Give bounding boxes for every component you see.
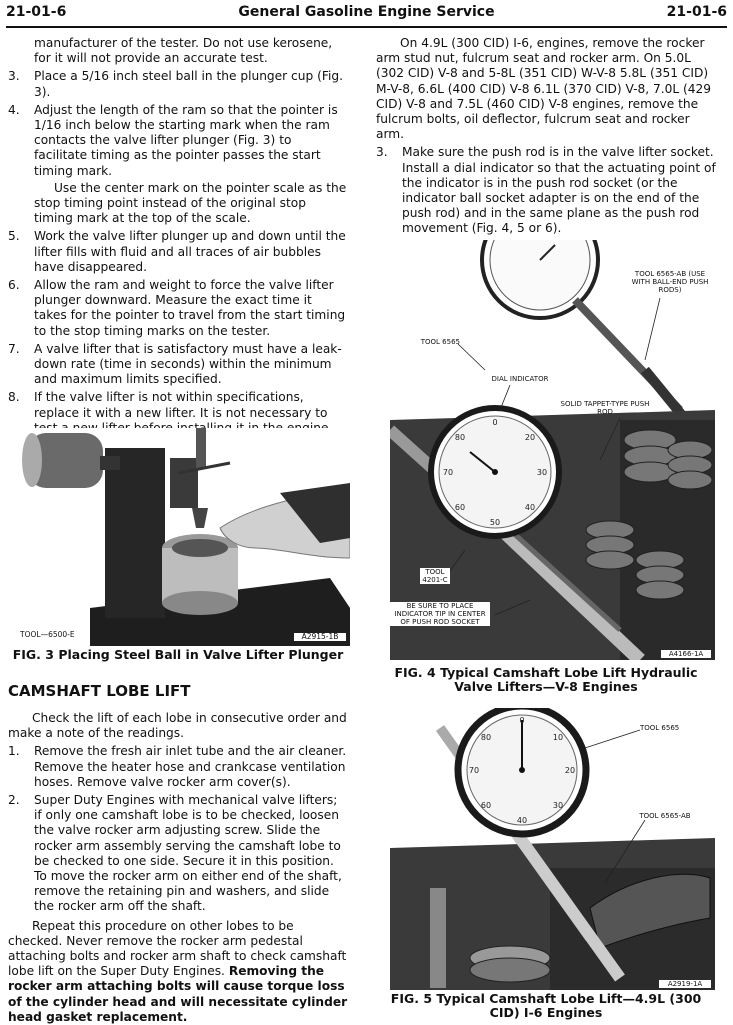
fig4-label-tool-6565: TOOL 6565 [420, 338, 460, 346]
list-number: 2. [8, 793, 20, 808]
fig5-label-tool-6565ab: TOOL 6565-AB [639, 812, 691, 820]
fig4-label-solid-tappet: SOLID TAPPET-TYPE PUSH ROD [560, 400, 650, 416]
fig5-code: A2919-1A [659, 980, 711, 988]
dial-indicator-i6-illustration [390, 708, 715, 990]
fig4-label-tool-4201c: TOOL 4201-C [420, 568, 450, 584]
list-number: 5. [8, 229, 20, 244]
fig4-label-dial-indicator: DIAL INDICATOR [491, 375, 549, 383]
svg-text:10: 10 [552, 733, 564, 742]
list-text: Super Duty Engines with mechanical valve lifters; if only one camshaft lobe is to be checked, loosen the valve rocker arm adjusting screw. Slide the rocker arm assembly serving the camshaft lobe to be checked to one side. Secure it in this position. To move the rocker arm on either end of the shaft, remove the retaining pin and washers, and slide the rocker arm off the shaft. [34, 793, 342, 914]
fig3-code: A2915-1B [294, 633, 346, 641]
fig4-code: A4166-1A [661, 650, 711, 658]
list-item [8, 103, 348, 179]
svg-text:60: 60 [480, 801, 492, 810]
list-item [8, 278, 348, 339]
list-text: Place a 5/16 inch steel ball in the plunger cup (Fig. 3). [34, 69, 343, 99]
list-item [8, 69, 348, 99]
list-number: 3. [8, 69, 20, 84]
fig5-label-tool-6565: TOOL 6565 [640, 724, 680, 732]
list-text: Allow the ram and weight to force the valve lifter plunger downward. Measure the exact time it takes for the pointer to travel from the start timing to the stop timing marks on the tester. [34, 278, 346, 338]
running-title: General Gasoline Engine Service [238, 4, 495, 20]
section-heading: CAMSHAFT LOBE LIFT [8, 682, 191, 700]
list-item [8, 744, 348, 790]
sub-paragraph: Use the center mark on the pointer scale as the stop timing point instead of the original stop timing mark at the top of the scale. [34, 180, 347, 226]
list-number: 4. [8, 102, 20, 117]
list-item [8, 229, 348, 275]
list-number: 8. [8, 390, 20, 405]
list-text: Remove the fresh air inlet tube and the air cleaner. Remove the heater hose and crankcase ventilation hoses. Remove valve rocker arm cover(s). [34, 744, 347, 789]
fig3-photo [20, 428, 350, 646]
list-number: 7. [8, 341, 20, 356]
camshaft-body [8, 711, 348, 1025]
list-number: 6. [8, 278, 20, 293]
svg-text:40: 40 [524, 503, 536, 512]
svg-text:0: 0 [492, 418, 498, 427]
fig5-photo [390, 708, 715, 990]
fig4-label-tool-6565ab: TOOL 6565-AB (USE WITH BALL-END PUSH RODS) [631, 270, 709, 294]
svg-text:80: 80 [480, 733, 492, 742]
list-number: 3. [376, 145, 388, 160]
camshaft-intro: Check the lift of each lobe in consecutive order and make a note of the readings. [8, 711, 347, 741]
list-item [8, 342, 348, 388]
right-para: On 4.9L (300 CID) I-6, engines, remove the rocker arm stud nut, fulcrum seat and rocker arm. On 5.0L (302 CID) V-8 and 5-8L (351 CID) W-V-8 5.8L (351 CID) M-V-8, 6.6L (400 CID) V-8 6.1L (370 CID) V-8, 7.0L (429 CID) V-8 and 7.5L (460 CID) V-8 engines, remove the fulcrum bolts, oil deflector, fulcrum seat and rocker arm. [376, 36, 712, 142]
intro-line: manufacturer of the tester. Do not use kerosene, [34, 36, 333, 50]
list-number: 1. [8, 744, 20, 759]
fig5-caption: FIG. 5 Typical Camshaft Lobe Lift—4.9L (300 CID) I-6 Engines [390, 991, 702, 1020]
list-text: Adjust the length of the ram so that the pointer is 1/16 inch below the starting mark when the ram contacts the valve lifter plunger (Fig. 3) to facilitate timing as the pointer passes the start timing mark. [34, 102, 338, 178]
list-item [8, 793, 348, 915]
svg-text:30: 30 [552, 801, 564, 810]
list-item [376, 145, 716, 236]
repeat-paragraph [8, 919, 348, 1025]
page-header [6, 4, 727, 24]
fig4-caption: FIG. 4 Typical Camshaft Lobe Lift Hydraulic Valve Lifters—V-8 Engines [394, 665, 698, 694]
list-text: Make sure the push rod is in the valve lifter socket. Install a dial indicator so that the actuating point of the indicator is in the push rod socket (or the indicator ball socket adapter is on the end of the push rod) and in the same plane as the push rod movement (Fig. 4, 5 or 6). [402, 145, 716, 236]
svg-text:60: 60 [454, 503, 466, 512]
page-number-left: 21-01-6 [6, 4, 67, 20]
svg-text:50: 50 [489, 518, 501, 527]
svg-text:30: 30 [536, 468, 548, 477]
fig3-tool-label: TOOL—6500-E [20, 631, 80, 639]
fig4-label-be-sure: BE SURE TO PLACE INDICATOR TIP IN CENTER OF PUSH ROD SOCKET [390, 602, 490, 626]
fig4-leader-lines [390, 240, 715, 660]
right-column [376, 36, 716, 237]
svg-text:70: 70 [468, 766, 480, 775]
list-text: If the valve lifter is not within specifications, replace it with a new lifter. It is not necessary to [34, 390, 328, 420]
header-rule [6, 26, 727, 28]
left-column [8, 36, 348, 436]
page-number-right: 21-01-6 [666, 4, 727, 20]
svg-text:20: 20 [564, 766, 576, 775]
list-text: A valve lifter that is satisfactory must have a leak-down rate (time in seconds) within the minimum and maximum limits specified. [34, 341, 342, 387]
repeat-warning: Removing the rocker arm attaching bolts will cause torque loss of the cylinder head and will necessitate cylinder head gasket replacement. [8, 964, 348, 1024]
svg-text:40: 40 [516, 816, 528, 825]
valve-lifter-tester-illustration [20, 428, 350, 646]
repeat-text: Repeat this procedure on other lobes to be checked. Never remove the rocker arm pedestal attaching bolts and rocker arm shaft to check camshaft lobe lift on the Super Duty Engines. [8, 918, 347, 979]
fig3-caption: FIG. 3 Placing Steel Ball in Valve Lifter Plunger [12, 647, 344, 662]
list-text: Work the valve lifter plunger up and down until the lifter fills with fluid and all traces of air bubbles have disappeared. [34, 229, 346, 274]
svg-text:0: 0 [519, 716, 525, 725]
svg-text:80: 80 [454, 433, 466, 442]
svg-text:70: 70 [442, 468, 454, 477]
fig4-photo [390, 240, 715, 660]
intro-line: for it will not provide an accurate test. [34, 51, 268, 66]
svg-text:20: 20 [524, 433, 536, 442]
